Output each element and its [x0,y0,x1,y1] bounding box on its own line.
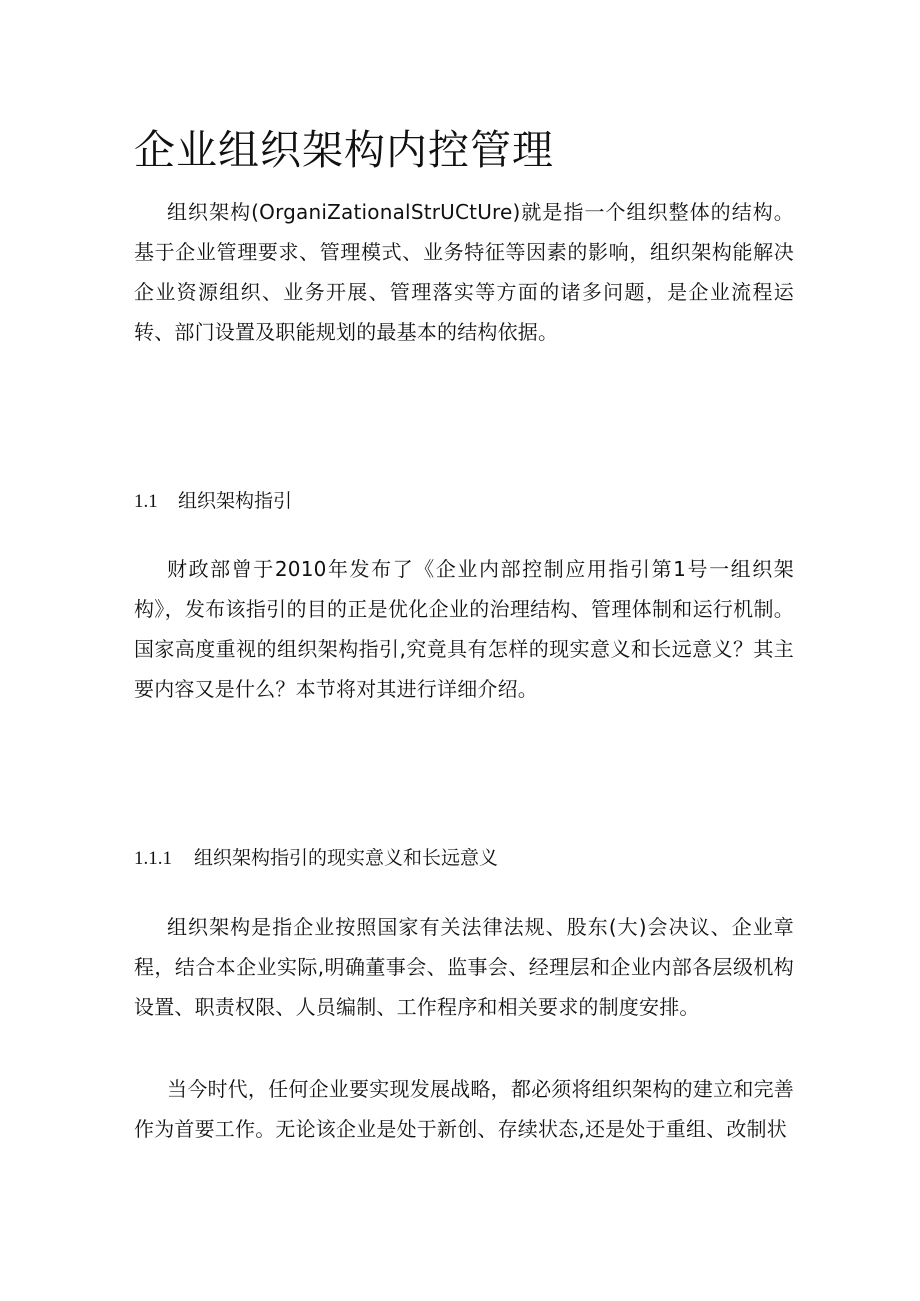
section-heading-1-1-1 [134,843,498,874]
section-number: 1.1.1 [134,848,172,869]
document-title: 企业组织架构内控管理 [134,126,554,174]
section-number: 1.1 [134,491,158,512]
section-1-1-1-paragraph-1: 组织架构是指企业按照国家有关法律法规、股东(大)会决议、企业章程，结合本企业实际,明确董事会、监事会、经理层和企业内部各层级机构设置、职责权限、人员编制、工作程序和相关要求的制度安排。 [134,915,794,1019]
section-title: 组织架构指引的现实意义和长远意义 [194,847,499,869]
section-title: 组织架构指引 [178,490,293,512]
intro-paragraph: 组织架构(OrganiZationalStrUCtUre)就是指一个组织整体的结构。基于企业管理要求、管理模式、业务特征等因素的影响，组织架构能解决企业资源组织、业务开展、管理落实等方面的诸多问题，是企业流程运转、部门设置及职能规划的最基本的结构依据。 [134,200,794,344]
section-1-1-1-paragraph-2: 当今时代，任何企业要实现发展战略，都必须将组织架构的建立和完善作为首要工作。无论该企业是处于新创、存续状态,还是处于重组、改制状 [134,1077,794,1141]
section-1-1-paragraph: 财政部曾于2010年发布了《企业内部控制应用指引第1号一组织架构》，发布该指引的目的正是优化企业的治理结构、管理体制和运行机制。国家高度重视的组织架构指引,究竟具有怎样的现实意义和长远意义？其主要内容又是什么？本节将对其进行详细介绍。 [134,557,794,701]
section-heading-1-1 [134,486,292,517]
